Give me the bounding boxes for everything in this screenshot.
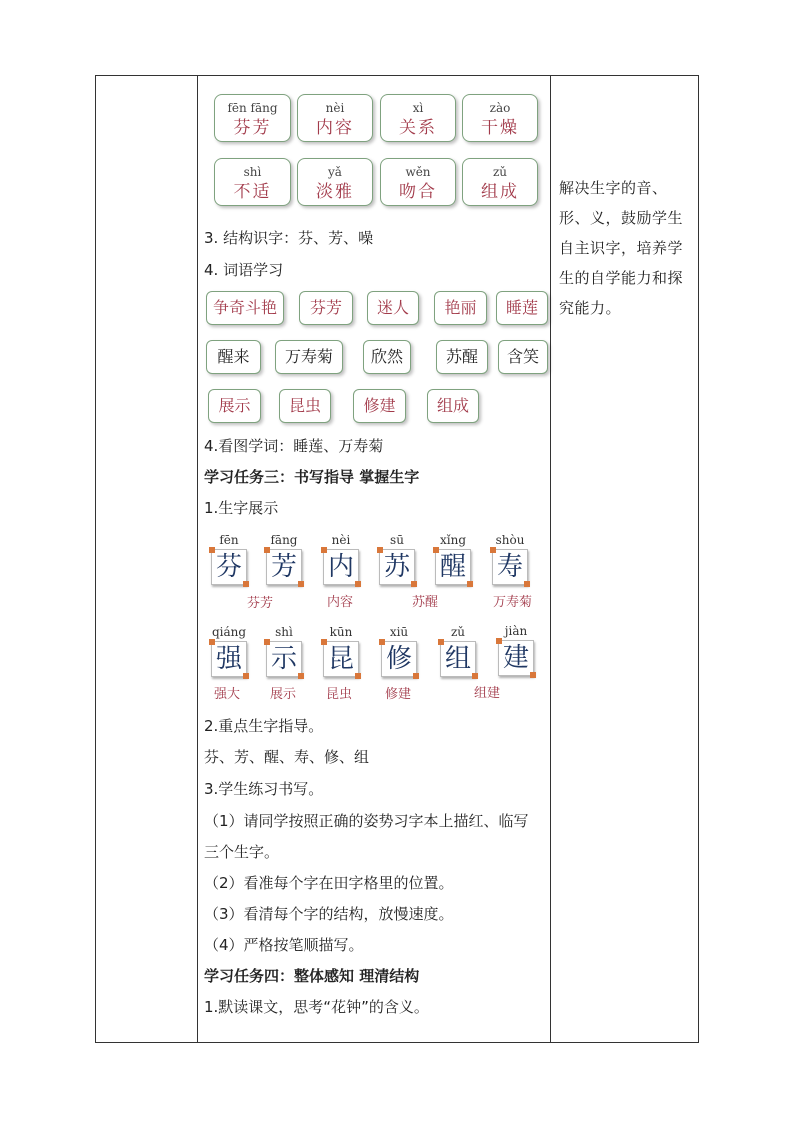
char-pinyin: zǔ: [450, 625, 466, 639]
word-card: 睡莲: [496, 291, 548, 325]
step-4b-text: 4.看图学词：睡莲、万寿菊: [204, 437, 384, 455]
char-glyph: 醒: [439, 552, 466, 582]
char-word-label: 组建: [474, 686, 501, 701]
pinyin-card: [297, 94, 373, 142]
hanzi-text: 芬芳: [233, 118, 272, 138]
char-glyph: 内: [327, 552, 354, 582]
pinyin-text: nèi: [325, 101, 345, 115]
hanzi-text: 内容: [316, 118, 354, 138]
char-glyph: 芳: [270, 552, 297, 582]
step-3-text: 3. 结构识字：芬、芳、噪: [204, 229, 374, 247]
pinyin-text: fēn fāng: [227, 101, 278, 115]
char-glyph: 示: [270, 644, 297, 674]
pinyin-text: yǎ: [328, 165, 342, 179]
char-glyph: 组: [444, 644, 471, 674]
task-3-sub1: 1.生字展示: [204, 499, 279, 517]
char-pinyin: sū: [390, 533, 404, 547]
pinyin-card: [214, 158, 291, 206]
pinyin-text: xì: [412, 101, 424, 115]
char-pinyin: qiáng: [211, 625, 247, 639]
char-word-label: 修建: [385, 687, 412, 702]
pinyin-card: [462, 158, 538, 206]
hanzi-text: 关系: [399, 118, 437, 138]
practice-item: （2）看准每个字在田字格里的位置。: [204, 874, 454, 892]
word-card: 含笑: [498, 340, 548, 374]
char-word-label: 芬芳: [247, 596, 274, 611]
hanzi-text: 干燥: [481, 118, 519, 138]
task-3-title: 学习任务三：书写指导 掌握生字: [204, 468, 420, 486]
pinyin-card: [297, 158, 373, 206]
hanzi-text: 淡雅: [316, 182, 354, 202]
pinyin-text: zào: [489, 101, 511, 115]
word-card: 修建: [353, 389, 406, 423]
practice-item: （3）看清每个字的结构，放慢速度。: [204, 905, 454, 923]
task-3-sub2: 2.重点生字指导。: [204, 717, 324, 735]
word-card: 组成: [427, 389, 479, 423]
char-pinyin: fēn: [219, 533, 239, 547]
char-glyph: 建: [502, 643, 529, 673]
practice-item: 三个生字。: [204, 843, 280, 861]
task-3-sub3: 3.学生练习书写。: [204, 780, 324, 798]
char-word-label: 展示: [270, 687, 297, 702]
hanzi-text: 不适: [233, 182, 272, 202]
char-word-label: 万寿菊: [493, 595, 533, 610]
char-glyph: 芬: [215, 552, 242, 582]
word-card: 醒来: [206, 340, 261, 374]
char-pinyin: xǐng: [439, 533, 466, 547]
word-card: 苏醒: [436, 340, 488, 374]
word-card: 争奇斗艳: [206, 291, 284, 325]
pinyin-text: wěn: [405, 165, 431, 179]
word-card: 迷人: [367, 291, 419, 325]
word-card: 万寿菊: [275, 340, 343, 374]
char-pinyin: jiàn: [504, 624, 528, 638]
char-pinyin: fāng: [270, 533, 298, 547]
char-glyph: 寿: [496, 552, 523, 582]
char-word-label: 苏醒: [412, 595, 439, 610]
column-divider: [197, 76, 198, 1042]
char-pinyin: shì: [275, 625, 293, 639]
char-word-label: 内容: [327, 595, 354, 610]
word-card: 展示: [208, 389, 261, 423]
design-intent-note: 解决生字的音、形、义，鼓励学生自主识字，培养学生的自学能力和探究能力。: [559, 179, 684, 317]
practice-item: （4）严格按笔顺描写。: [204, 936, 364, 954]
char-pinyin: nèi: [331, 533, 351, 547]
hanzi-text: 吻合: [399, 182, 437, 202]
pinyin-text: zǔ: [492, 165, 508, 179]
pinyin-card: [380, 158, 456, 206]
char-glyph: 苏: [383, 552, 410, 582]
word-card: 昆虫: [279, 389, 331, 423]
column-divider: [550, 76, 551, 1042]
pinyin-text: shì: [243, 165, 262, 179]
hanzi-text: 组成: [481, 182, 519, 202]
practice-item: （1）请同学按照正确的姿势习字本上描红、临写: [204, 812, 529, 830]
task-3-sub2-chars: 芬、芳、醒、寿、修、组: [204, 748, 370, 766]
char-glyph: 昆: [327, 644, 354, 674]
task-4-title: 学习任务四：整体感知 理清结构: [204, 967, 420, 985]
char-word-label: 强大: [214, 687, 241, 702]
task-4-sub1: 1.默读课文，思考“花钟”的含义。: [204, 998, 429, 1016]
word-card: 欣然: [363, 340, 411, 374]
char-pinyin: shòu: [495, 533, 525, 547]
word-card: 艳丽: [434, 291, 487, 325]
char-glyph: 修: [385, 644, 412, 674]
char-pinyin: kūn: [329, 625, 353, 639]
step-4-text: 4. 词语学习: [204, 261, 284, 279]
pinyin-card: [380, 94, 456, 142]
pinyin-card: [214, 94, 291, 142]
char-pinyin: xiū: [389, 625, 409, 639]
char-glyph: 强: [215, 644, 242, 674]
pinyin-card: [462, 94, 538, 142]
char-word-label: 昆虫: [326, 687, 353, 702]
word-card: 芬芳: [299, 291, 353, 325]
